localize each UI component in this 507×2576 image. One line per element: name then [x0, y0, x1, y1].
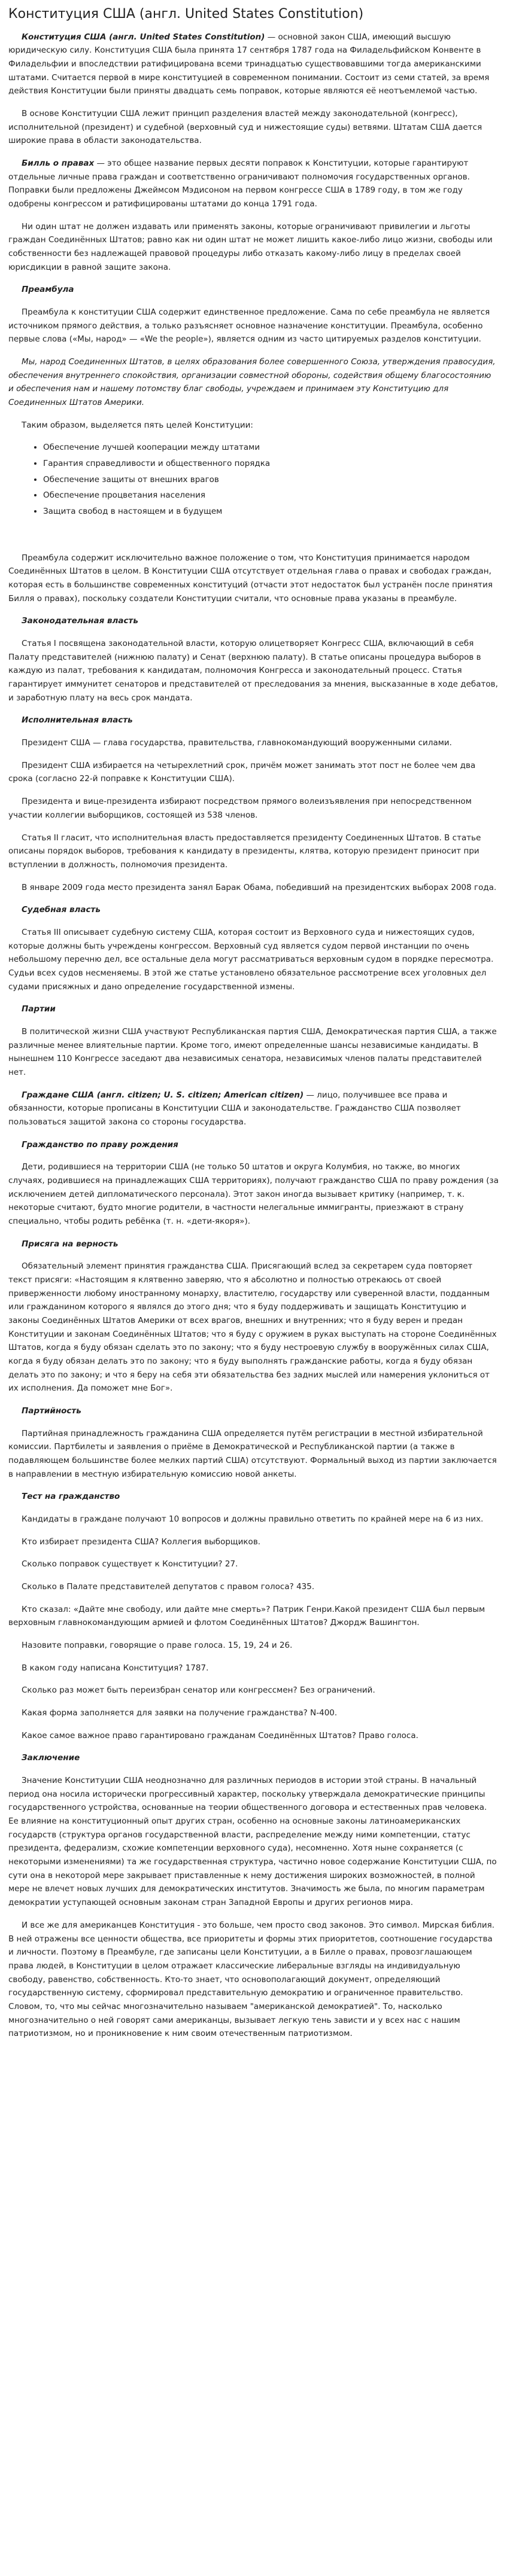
executive-paragraph-2: Президент США избирается на четырехлетний срок, причём может занимать этот пост не более чем два срока (согласно 22-й поправке к Конституции США).	[8, 760, 476, 784]
heading-preamble: Преамбула	[22, 285, 74, 295]
test-question: Сколько в Палате представителей депутатов с правом голоса? 435.	[22, 1582, 315, 1592]
goals-intro: Таким образом, выделяется пять целей Конституции:	[22, 420, 253, 430]
heading-oath: Присяга на верность	[22, 1239, 119, 1249]
bill-text: — это общее название первых десяти поправок к Конституции, которые гарантируют отдельные личные права граждан и соответственно ограничивают полномочия государственных органов. Поправки были предложены Джеймсом Мэдисоном на первом конгрессе США в 1789 году, в том же году одобрены конгрессом и ратифицированы штатами до конца 1791 года.	[8, 158, 470, 209]
we-the-people-quote: Мы, народ Соединенных Штатов, в целях образования более совершенного Союза, утверждения правосудия, обеспечения внутреннего спокойствия, организации совместной обороны, содействия общему благосостоянию и обеспечения нам и нашему потомству благ свободы, учреждаем и принимаем эту Конституцию для Соединенных Штатов Америки.	[8, 357, 496, 408]
parties-paragraph: В политической жизни США участвуют Республиканская партия США, Демократическая партия США, а также различные менее влиятельные партии. Кроме того, имеют определенные шансы независимые кандидаты. В нынешнем 110 Конгрессе заседают два независимых сенатора, независимых членов палаты представителей нет.	[8, 1026, 497, 1077]
citizens-paragraph	[8, 1089, 499, 1129]
goals-list	[8, 441, 499, 518]
conclusion-paragraph-1: Значение Конституции США неоднозначно для различных периодов в истории этой страны. В начальный период она носила исторически прогрессивный характер, поскольку утверждала демократические принципы государственного устройства, основанные на теории общественного договора и естественных прав человека. Ее влияние на конституционный опыт других стран, особенно на основные законы латиноамериканских государств (структура органов государственной власти, распределение между ними компетенции, статус президента, федерализм, схожие компетенции верховного суда), несомненно. Хотя ныне сохраняется (с некоторыми изменениями) та же государственная структура, частично новое содержание Конституции США, по сути она в некоторой мере закрывает приставленные к нему достижения широких возможностей, в полной мере не влечет новых лучших для демократических институтов. Значимость же была, по многим параметрам демократии уступающей основным законам стран Западной Европы и других регионов мира.	[8, 1776, 497, 1908]
executive-paragraph-5: В январе 2009 года место президента занял Барак Обама, победивший на президентских выборах 2008 года.	[22, 882, 497, 892]
goal-item: • Обеспечение лучшей кооперации между штатами	[43, 441, 499, 455]
executive-paragraph-4: Статья II гласит, что исполнительная власть предоставляется президенту Соединенных Штатов. В статье описаны порядок выборов, требования к кандидату в президенты, клятва, которую президент приносит при вступлении в должность, полномочия президента.	[8, 833, 481, 870]
intro-paragraph	[8, 31, 499, 98]
citizens-text: — лицо, получившее все права и обязанности, которые прописаны в Конституции США и законодательстве. Гражданство США позволяет пользоваться защитой закона со стороны государства.	[8, 1090, 461, 1127]
test-question: Назовите поправки, говорящие о праве голоса. 15, 19, 24 и 26.	[22, 1641, 293, 1651]
bill-of-rights-paragraph	[8, 157, 499, 211]
spacer	[8, 528, 499, 551]
party-membership-paragraph: Партийная принадлежность гражданина США определяется путём регистрации в местной избирательной комиссии. Партбилеты и заявления о приёме в Демократической и Республиканской партии (а также в подавляющем большинстве более мелких партий США) отсутствуют. Формальный выход из партии заключается в направлении в местную избирательную комиссию новой анкеты.	[8, 1428, 497, 1479]
test-question: Какая форма заполняется для заявки на получение гражданства? N-400.	[22, 1708, 338, 1718]
no-state-paragraph: Ни один штат не должен издавать или применять законы, которые ограничивают привилегии и льготы граждан Соединённых Штатов; равно как ни один штат не может лишить какое-либо лицо жизни, свободы или собственности без надлежащей правовой процедуры либо отказать какому-либо лицу в пределах своей юрисдикции в равной защите закона.	[8, 221, 493, 272]
legislative-paragraph: Статья I посвящена законодательной власти, которую олицетворяет Конгресс США, включающий в себя Палату представителей (нижнюю палату) и Сенат (верхнюю палату). В статье описаны процедура выборов в каждую из палат, требования к кандидатам, полномочия Конгресса и законодательный процесс. Статья гарантирует иммунитет сенаторов и представителей от преследования за мнения, высказанные в ходе дебатов, и заработную плату на весь срок мандата.	[8, 639, 498, 703]
test-question: Кто избирает президента США? Коллегия выборщиков.	[22, 1537, 261, 1547]
test-question: В каком году написана Конституция? 1787.	[22, 1663, 209, 1673]
goal-item: • Обеспечение защиты от внешних врагов	[43, 473, 499, 487]
oath-paragraph: Обязательный элемент принятия гражданства США. Присягающий вслед за секретарем суда повторяет текст присяги: «Настоящим я клятвенно заверяю, что я абсолютно и полностью отрекаюсь от своей приверженности любому иностранному монарху, властителю, государству или суверенной власти, подданным или гражданином которого я являлся до этого дня; что я буду поддерживать и защищать Конституцию и законы Соединённых Штатов Америки от всех врагов, внешних и внутренних; что я буду верен и предан Конституции и законам Соединённых Штатов; что я буду с оружием в руках выступать на стороне Соединённых Штатов, когда я буду обязан сделать это по закону; что я буду нестроевую службу в вооружённых силах США, когда я буду обязан делать это по закону; что я буду выполнять гражданские работы, когда я буду обязан делать это по закону; и что я беру на себя эти обязательства без задних мыслей или намерения уклониться от их исполнения. Да поможет мне Бог».	[8, 1261, 497, 1394]
powers-paragraph: В основе Конституции США лежит принцип разделения властей между законодательной (конгресс), исполнительной (президент) и судебной (верховный суд и нижестоящие суды) ветвями. Штатам США дается широкие права в области законодательства.	[8, 108, 482, 146]
test-intro-paragraph: Кандидаты в граждане получают 10 вопросов и должны правильно ответить по крайней мере на 6 из них.	[22, 1514, 484, 1525]
preamble-note-paragraph: Преамбула содержит исключительно важное положение о том, что Конституция принимается народом Соединённых Штатов в целом. В Конституции США отсутствует отдельная глава о правах и свободах граждан, которая есть в большинстве современных конституций (отчасти этот недостаток был устранён после принятия Билля о правах), поскольку создатели Конституции считали, что основные права указаны в преамбуле.	[8, 553, 493, 603]
test-question: Какое самое важное право гарантировано гражданам Соединённых Штатов? Право голоса.	[22, 1730, 418, 1740]
heading-judicial: Судебная власть	[22, 905, 101, 915]
goal-item: • Обеспечение процветания населения	[43, 489, 499, 502]
heading-conclusion: Заключение	[22, 1753, 80, 1763]
conclusion-paragraph-2: И все же для американцев Конституция - это больше, чем просто свод законов. Это символ. Мирская библия. В ней отражены все ценности общества, все приоритеты и формы этих приоритетов, соотношение государства и личности. Поэтому в Преамбуле, где записаны цели Конституции, а в Билле о правах, провозглашающем права людей, в Конституции в целом отражает классические либеральные взгляды на индивидуальную свободу, равенство, собственность. Кто-то знает, что основополагающий документ, определяющий государственную систему, сформировал представительную демократию и ограниченное правительство. Словом, то, что мы сейчас многозначительно называем "американской демократией". То, насколько многозначительно о ней говорят сами американцы, вызывает легкую тень зависти и у всех нас с нашим патриотизмом, но и проникновение к ним своим отечественным патриотизмом.	[8, 1920, 495, 2039]
bill-term: Билль о правах	[22, 158, 95, 168]
goal-item: • Защита свобод в настоящем и в будущем	[43, 505, 499, 519]
citizens-term: Граждане США (англ. citizen; U. S. citizen; American citizen)	[22, 1090, 304, 1100]
test-question: Сколько поправок существует к Конституции? 27.	[22, 1559, 238, 1569]
executive-paragraph-1: Президент США — глава государства, правительства, главнокомандующий вооруженными силами.	[22, 738, 452, 748]
judicial-paragraph: Статья III описывает судебную систему США, которая состоит из Верховного суда и нижестоящих судов, которые должны быть учреждены конгрессом. Верховный суд является судом первой инстанции по очень небольшому перечню дел, все остальные дела могут рассматриваться верховным судом в порядке пересмотра. Судьи всех судов несменяемы. В этой же статье установлено обязательное рассмотрение всех уголовных дел судами присяжных и дано определение государственной измены.	[8, 927, 494, 992]
test-question: Кто сказал: «Дайте мне свободу, или дайте мне смерть»? Патрик Генри.Какой президент США был первым верховным главнокомандующим армией и флотом Соединённых Штатов? Джордж Вашингтон.	[8, 1604, 485, 1628]
page-title: Конституция США (англ. United States Constitution)	[8, 7, 364, 22]
heading-party-membership: Партийность	[22, 1406, 81, 1416]
heading-citizenship-test: Тест на гражданство	[22, 1492, 120, 1502]
executive-paragraph-3: Президента и вице-президента избирают посредством прямого волеизъявления при непосредственном участии коллегии выборщиков, состоящей из 538 членов.	[8, 797, 472, 820]
test-question: Сколько раз может быть переизбран сенатор или конгрессмен? Без ограничений.	[22, 1685, 375, 1696]
heading-parties: Партии	[22, 1004, 56, 1014]
heading-legislative: Законодательная власть	[22, 616, 138, 626]
intro-text: — основной закон США, имеющий высшую юридическую силу. Конституция США была принята 17 сентября 1787 года на Филадельфийском Конвенте в Филадельфии и впоследствии ратифицирована всеми тринадцатью существовавшими тогда американскими штатами. Считается первой в мире конституцией в современном понимании. Состоит из семи статей, за время действия Конституции были приняты двадцать семь поправок, которые являются её неотъемлемой частью.	[8, 32, 490, 96]
intro-term: Конституция США (англ. United States Constitution)	[22, 32, 265, 42]
heading-executive: Исполнительная власть	[22, 715, 133, 725]
preamble-paragraph: Преамбула к конституции США содержит единственное предложение. Сама по себе преамбула не является источником прямого действия, а только разъясняет основное назначение конституции. Преамбула, особенно первые слова («Мы, народ» — «We the people»), является одним из часто цитируемых разделов конституции.	[8, 307, 490, 345]
birthright-paragraph: Дети, родившиеся на территории США (не только 50 штатов и округа Колумбия, но также, во многих случаях, родившиеся на принадлежащих США территориях), получают гражданство США по праву рождения (за исключением детей дипломатического персонала). Этот закон иногда вызывает критику (например, т. к. некоторые считают, будто многие родители, в частности нелегальные иммигранты, приезжают в страну специально, чтобы родить ребёнка (т. н. «дети-якоря»).	[8, 1162, 499, 1226]
goal-item: • Гарантия справедливости и общественного порядка	[43, 457, 499, 471]
heading-birthright: Гражданство по праву рождения	[22, 1139, 178, 1150]
